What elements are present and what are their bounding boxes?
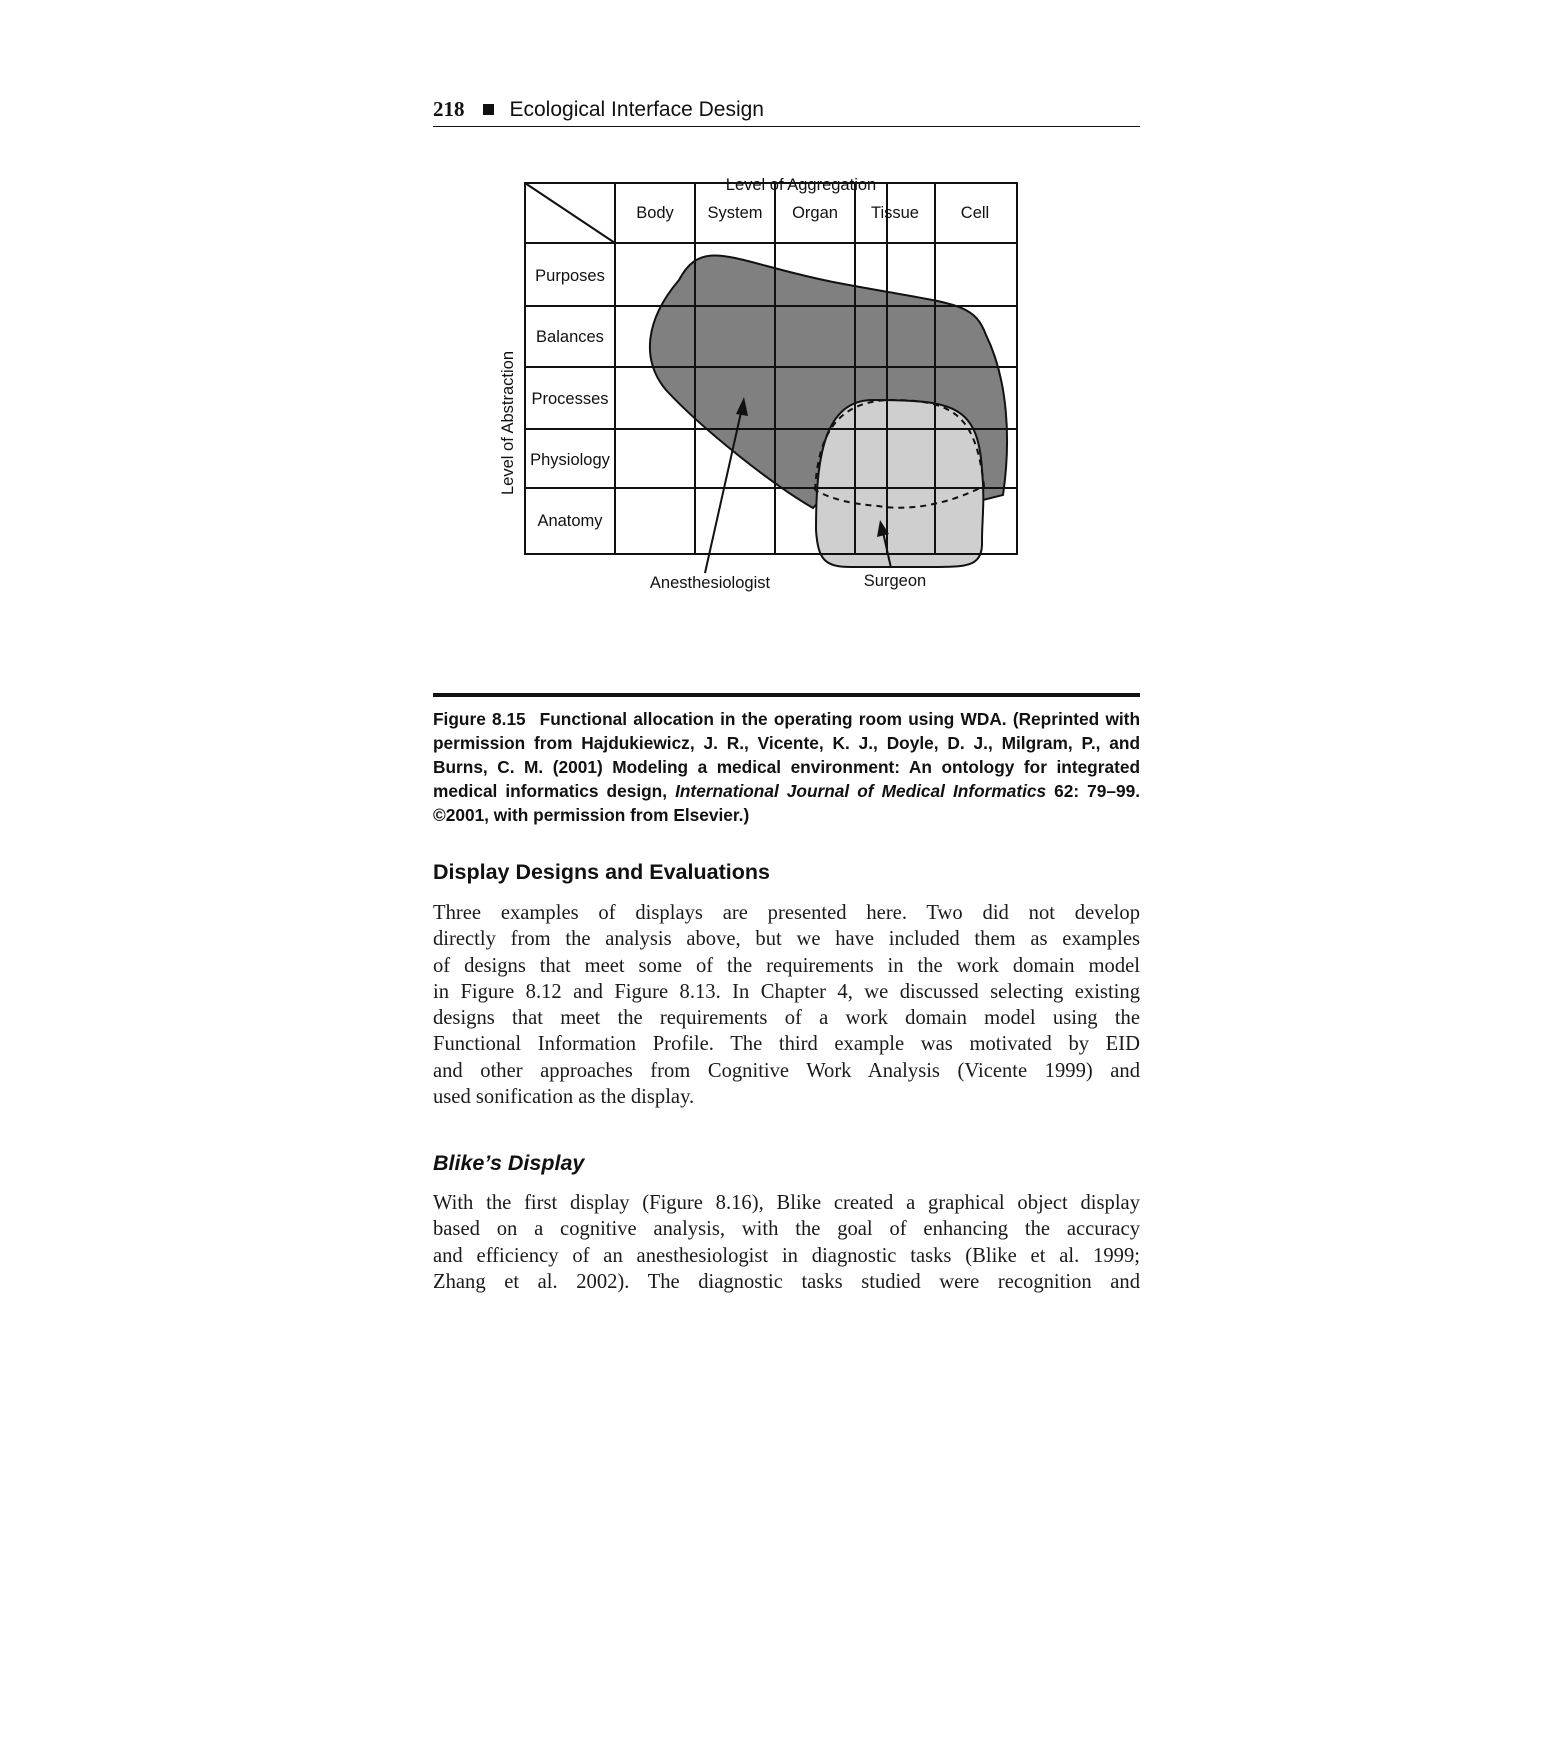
column-header: Cell — [960, 204, 990, 222]
text-line: Zhang et al. 2002). The diagnostic tasks studied were recognition and — [433, 1270, 1140, 1293]
text-line: With the first display (Figure 8.16), Blike created a graphical object display — [433, 1192, 1140, 1214]
text-line: Three examples of displays are presented here. Two did not develop — [433, 902, 1140, 924]
row-header: Anatomy — [537, 512, 603, 530]
text-line: based on a cognitive analysis, with the goal of enhancing the accuracy — [433, 1218, 1140, 1241]
paragraph-display-designs — [433, 900, 1140, 1110]
section-heading-display-designs: Display Designs and Evaluations — [433, 860, 770, 884]
page-number: 218 — [433, 97, 465, 121]
top-title: Level of Aggregation — [725, 176, 877, 194]
row-header: Processes — [531, 390, 609, 408]
running-head — [433, 96, 1140, 127]
text-line: in Figure 8.12 and Figure 8.13. In Chapter 4, we discussed selecting existing — [433, 980, 1140, 1003]
text-line: used sonification as the display. — [433, 1086, 695, 1109]
text-line: of designs that meet some of the requirements in the work domain model — [433, 954, 1140, 977]
functional-allocation-diagram — [433, 170, 1140, 670]
figure-rule — [433, 693, 1140, 697]
square-bullet-icon — [483, 104, 494, 115]
text-line: and other approaches from Cognitive Work Analysis (Vicente 1999) and — [433, 1059, 1140, 1082]
book-title: Ecological Interface Design — [509, 98, 764, 121]
surgeon-region — [816, 400, 983, 567]
figure-label: Figure 8.15 — [433, 709, 526, 729]
column-header: Body — [636, 204, 674, 222]
text-line: Functional Information Profile. The third example was motivated by EID — [433, 1033, 1140, 1056]
side-title: Level of Abstraction — [499, 350, 517, 496]
caption-text: Functional allocation in the operating room using WDA. (Reprinted with permission from Hajdukiewicz, J. R., Vicente, K. J., Doyle, D. J., Milgram, P., and Burns, C. M. (2001) Modeling a medical environment: An ontology for integrated medical informatics design, — [433, 709, 1140, 801]
figure-caption — [433, 707, 1140, 827]
row-header: Balances — [536, 328, 604, 346]
column-header: Organ — [792, 204, 838, 222]
anesthesiologist-label: Anesthesiologist — [649, 574, 771, 592]
journal-title: International Journal of Medical Informatics — [675, 781, 1047, 801]
section-heading-blikes-display: Blike’s Display — [433, 1151, 585, 1175]
text-line: designs that meet the requirements of a work domain model using the — [433, 1007, 1140, 1030]
text-line: directly from the analysis above, but we have included them as examples — [433, 928, 1140, 951]
caption-text-end: 62: 79–99. ©2001, with permission from Elsevier.) — [433, 781, 1141, 825]
row-header: Purposes — [535, 267, 605, 285]
column-header: Tissue — [871, 204, 919, 222]
text-line: and efficiency of an anesthesiologist in diagnostic tasks (Blike et al. 1999; — [433, 1244, 1140, 1267]
figure-8-15 — [433, 170, 1140, 670]
row-header: Physiology — [530, 451, 610, 469]
column-header: System — [707, 204, 763, 222]
surgeon-label: Surgeon — [863, 572, 927, 590]
paragraph-blikes-display — [433, 1190, 1140, 1295]
